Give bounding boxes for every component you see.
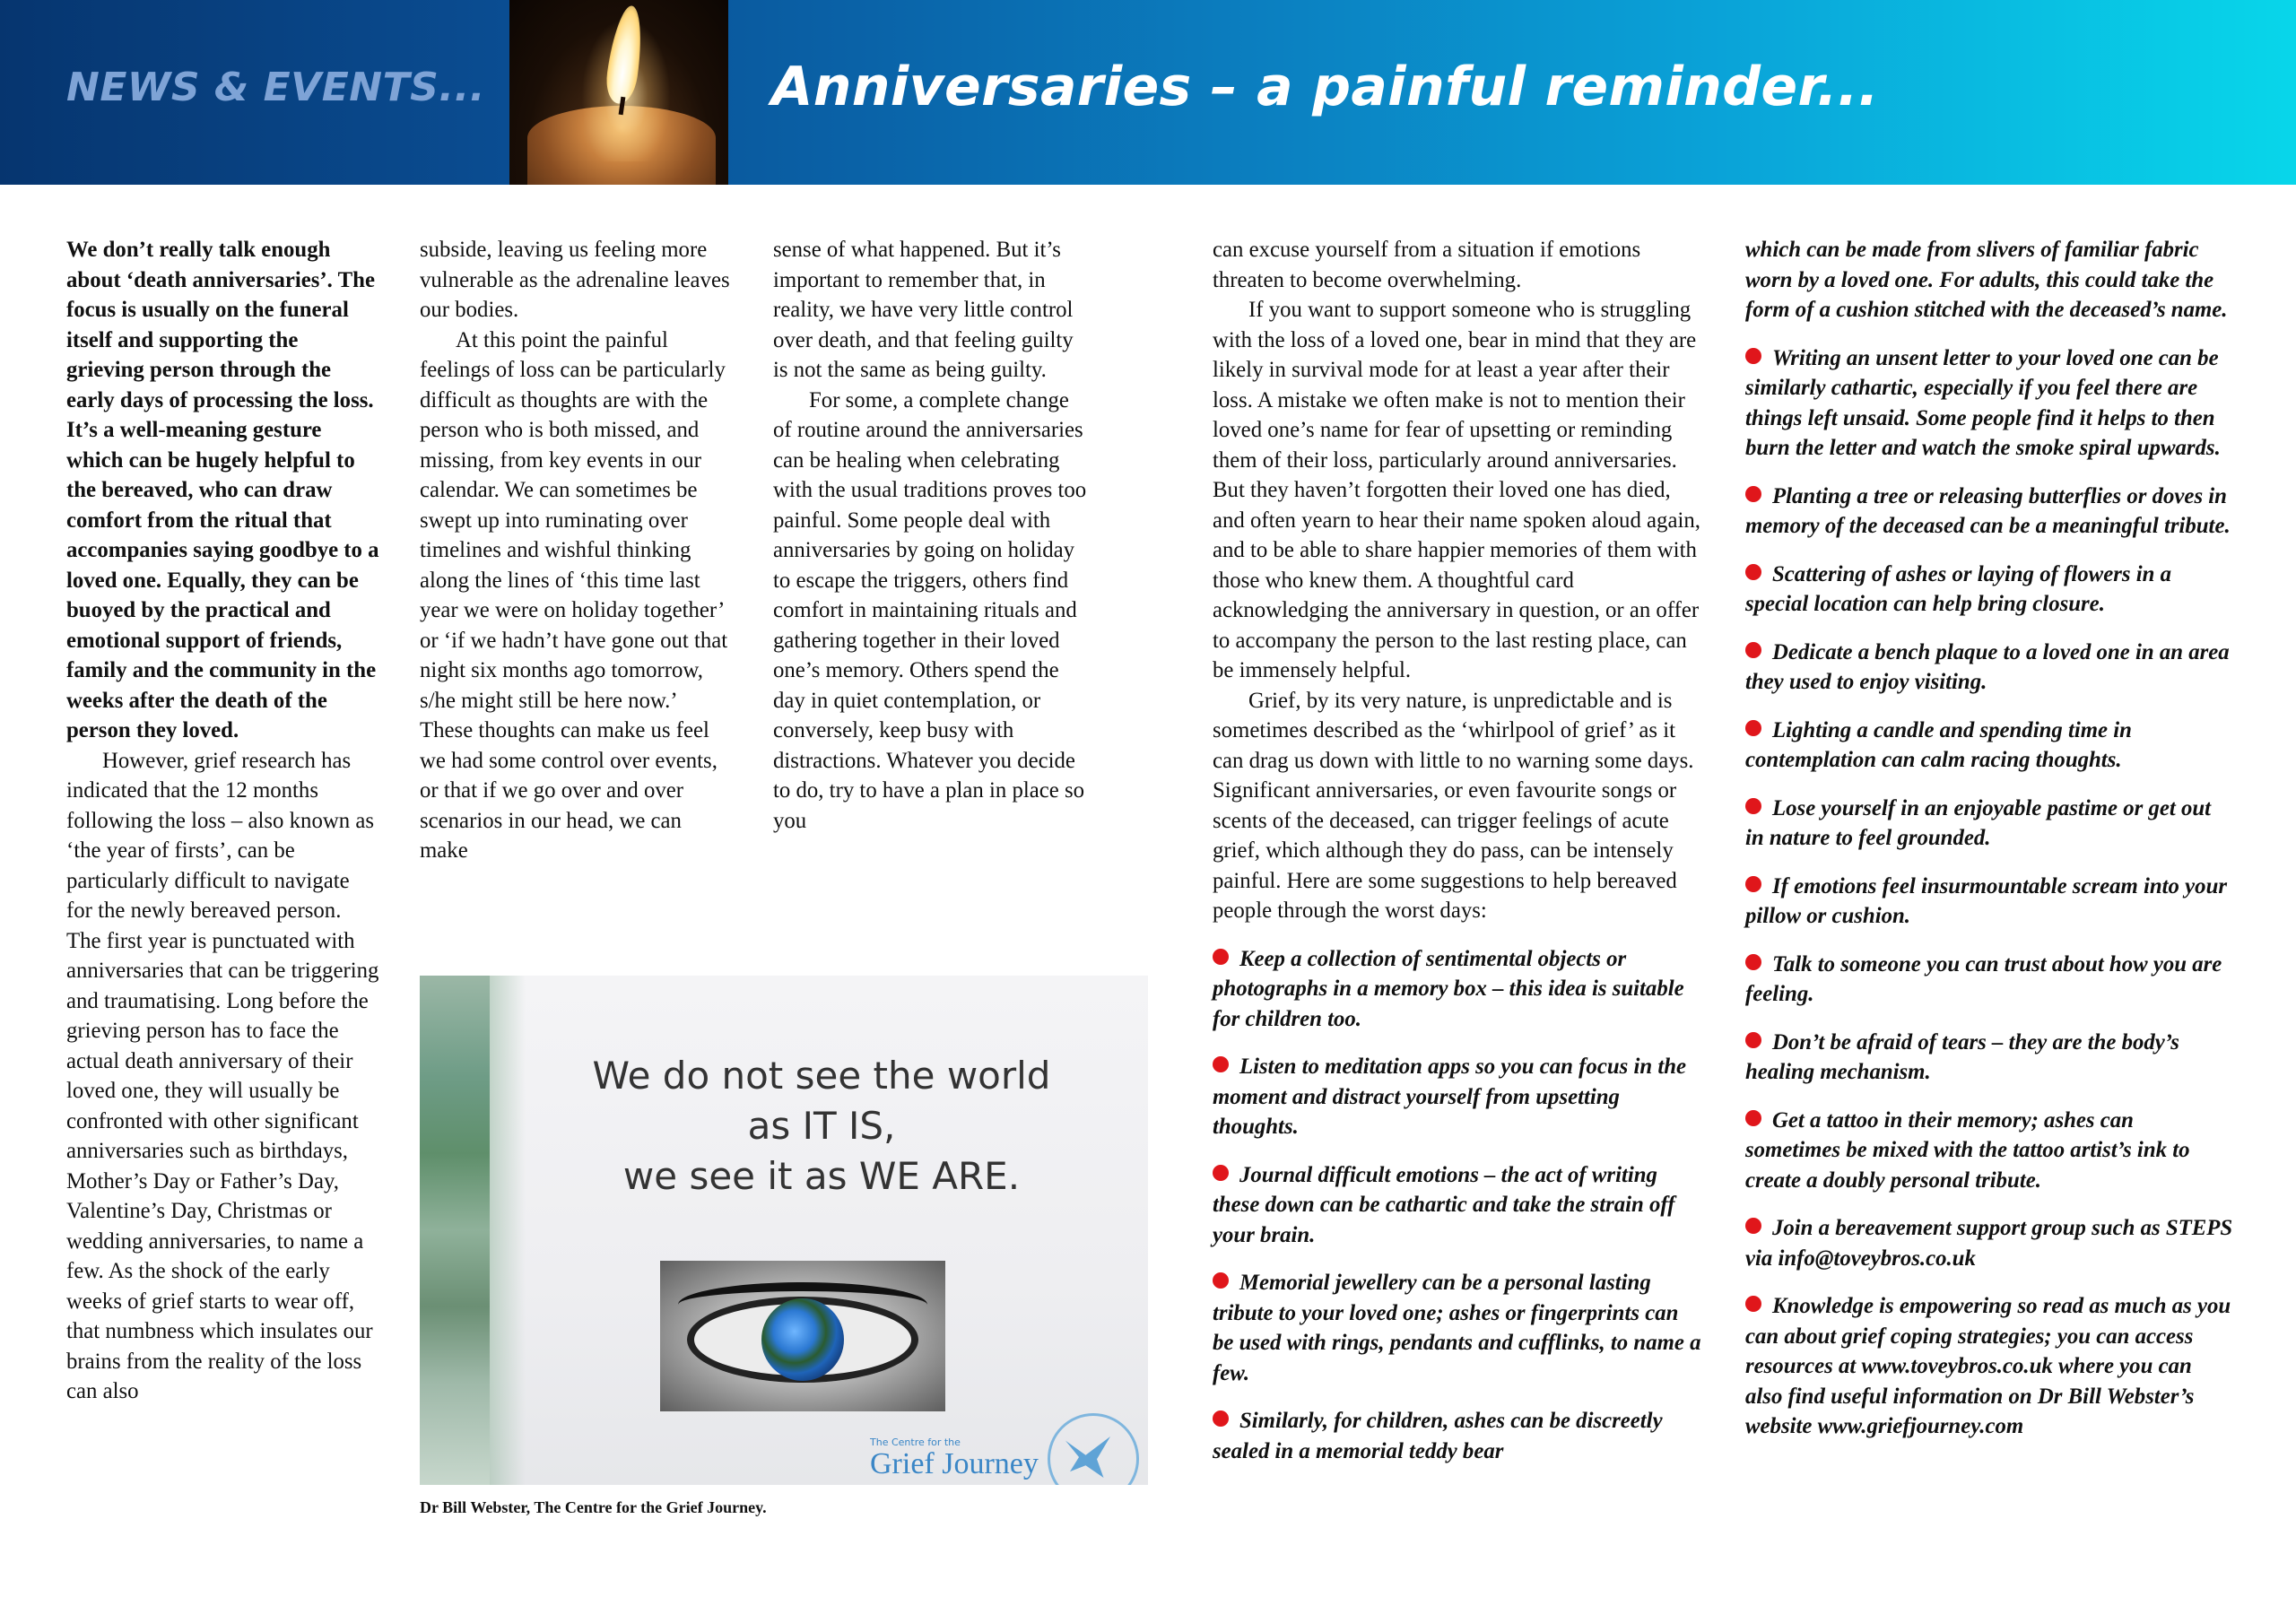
tip-text: Join a bereavement support group such as STEPS via info@toveybros.co.uk xyxy=(1745,1216,2233,1271)
strip-fade xyxy=(490,976,526,1485)
tip-item xyxy=(1745,1291,2234,1442)
bullet-dot-icon xyxy=(1745,1110,1761,1126)
article-paragraph: At this point the painful feelings of loss can be particularly difficult as thoughts are with the person who is both missed, and missing, from key events in our calendar. We can sometimes be swept up into ruminating over timelines and wishful thinking along the lines of ‘this time last year we were on holiday together’ or ‘if we hadn’t have gone out that night six months ago tomorrow, s/he might still be here now.’ These thoughts can make us feel we had some control over events, or that if we go over and over scenarios in our head, we can make xyxy=(420,327,728,863)
bullet-dot-icon xyxy=(1745,1032,1761,1048)
bullet-dot-icon xyxy=(1745,876,1761,892)
bullet-dot-icon xyxy=(1745,1218,1761,1234)
page-title: Anniversaries – a painful reminder... xyxy=(771,56,1879,118)
tip-text: Lose yourself in an enjoyable pastime or get out in nature to feel grounded. xyxy=(1745,795,2212,850)
tip-item xyxy=(1213,1406,1701,1466)
bullet-dot-icon xyxy=(1213,1165,1229,1181)
bullet-dot-icon xyxy=(1213,1272,1229,1289)
article-column-5 xyxy=(1745,235,2234,1460)
tip-item xyxy=(1745,343,2234,464)
image-caption: Dr Bill Webster, The Centre for the Grief Journey. xyxy=(420,1498,767,1516)
article-paragraph: can excuse yourself from a situation if emotions threaten to become overwhelming. xyxy=(1213,238,1641,292)
bullet-dot-icon xyxy=(1213,949,1229,965)
tip-text: Planting a tree or releasing butterflies or doves in memory of the deceased can be a meaningful tribute. xyxy=(1745,483,2231,538)
poster-quote xyxy=(526,1051,1118,1202)
tip-text: Listen to meditation apps so you can focus in the moment and distract yourself from upsetting thoughts. xyxy=(1213,1055,1687,1139)
article-paragraph: However, grief research has indicated that the 12 months following the loss – also known as ‘the year of firsts’, can be particularly difficult to navigate for the newly bereaved person. The first year is punctuated with anniversaries that can be triggering and traumatising. Long before the grieving person has to face the actual death anniversary of their loved one, they will usually be confronted with other significant anniversaries such as birthdays, Mother’s Day or Father’s Day, Valentine’s Day, Christmas or wedding anniversaries, to name a few. As the shock of the early weeks of grief starts to wear off, that numbness which insulates our brains from the reality of the loss can also xyxy=(66,748,379,1403)
bullet-dot-icon xyxy=(1745,720,1761,736)
eyelash xyxy=(678,1282,927,1327)
logo-small-text: The Centre for the xyxy=(870,1436,961,1448)
bullet-dot-icon xyxy=(1213,1410,1229,1427)
article-column-3 xyxy=(773,235,1087,836)
logo-circle-icon xyxy=(1048,1413,1139,1485)
article-paragraph: Grief, by its very nature, is unpredictable and is sometimes described as the ‘whirlpool of grief’ as it can drag us down with little to no warning some days. Significant anniversaries, or even favourite songs or scents of the deceased, can trigger feelings of acute grief, which although they do pass, can be intensely painful. Here are some suggestions to help bereaved people through the worst days: xyxy=(1213,688,1694,923)
tip-item xyxy=(1745,794,2234,854)
article-column-4 xyxy=(1213,235,1701,1484)
bullet-dot-icon xyxy=(1745,798,1761,814)
bullet-dot-icon xyxy=(1745,642,1761,658)
tip-text: Journal difficult emotions – the act of writing these down can be cathartic and take the strain off your brain. xyxy=(1213,1162,1675,1247)
logo-main-text: Grief Journey xyxy=(870,1447,1039,1480)
tip-text: Writing an unsent letter to your loved one can be similarly cathartic, especially if you feel there are things left unsaid. Some people find it helps to then burn the letter and watch the smoke spiral upwards. xyxy=(1745,345,2221,460)
tip-item xyxy=(1213,1052,1701,1142)
tip-item xyxy=(1745,482,2234,542)
article-lead: We don’t really talk enough about ‘death anniversaries’. The focus is usually on the funeral itself and supporting the grieving person through the early days of processing the loss. It’s a well-meaning gesture which can be hugely helpful to the bereaved, who can draw comfort from the ritual that accompanies saying goodbye to a loved one. Equally, they can be buoyed by the practical and emotional support of friends, family and the community in the weeks after the death of the person they loved. xyxy=(66,238,379,742)
tip-text: Get a tattoo in their memory; ashes can sometimes be mixed with the tattoo artist’s ink to create a doubly personal tribute. xyxy=(1745,1107,2190,1193)
article-paragraph: sense of what happened. But it’s important to remember that, in reality, we have very little control over death, and that feeling guilty is not the same as being guilty. xyxy=(773,238,1074,382)
header-banner xyxy=(0,0,2296,185)
poster-photo xyxy=(420,976,1148,1485)
tip-text: Memorial jewellery can be a personal lasting tribute to your loved one; ashes or fingerprints can be used with rings, pendants and cufflinks, to name a few. xyxy=(1213,1271,1701,1385)
tip-text: Scattering of ashes or laying of flowers in a special location can help bring closure. xyxy=(1745,561,2171,616)
tip-text: Don’t be afraid of tears – they are the body’s healing mechanism. xyxy=(1745,1029,2179,1084)
tip-item xyxy=(1745,950,2234,1010)
tip-item xyxy=(1213,944,1701,1035)
quote-line: as IT IS, xyxy=(747,1104,896,1148)
tip-text: Knowledge is empowering so read as much as you can about grief coping strategies; you can access resources at www.toveybros.co.uk where you can also find useful information on Dr Bill Webster’s website www.griefjourney.com xyxy=(1745,1294,2231,1438)
candle-photo xyxy=(509,0,728,185)
tip-item xyxy=(1213,1160,1701,1251)
bullet-dot-icon xyxy=(1745,954,1761,970)
article-paragraph: For some, a complete change of routine around the anniversaries can be healing when celebrating with the usual traditions proves too painful. Some people deal with anniversaries by going on holiday to escape the triggers, others find comfort in maintaining rituals and gathering together in their loved one’s memory. Others spend the day in quiet contemplation, or conversely, keep busy with distractions. Whatever you decide to do, try to have a plan in place so you xyxy=(773,387,1087,833)
eye-earth-image xyxy=(660,1261,945,1411)
tip-item xyxy=(1745,872,2234,932)
tip-item xyxy=(1745,638,2234,698)
tip-text: Similarly, for children, ashes can be discreetly sealed in a memorial teddy bear xyxy=(1213,1409,1663,1463)
bullet-dot-icon xyxy=(1745,348,1761,364)
quote-line: we see it as WE ARE. xyxy=(622,1154,1021,1198)
article-column-1 xyxy=(66,235,380,1407)
article-paragraph: If you want to support someone who is struggling with the loss of a loved one, bear in mind that they are likely in survival mode for at least a year after their loss. A mistake we often make is not to mention their loved one’s name for fear of upsetting or reminding them of their loss, particularly around anniversaries. But they haven’t forgotten their loved one has died, and often yearn to hear their name spoken aloud again, and to be able to share happier memories of them with those who knew them. A thoughtful card acknowledging the anniversary in question, or an offer to accompany the person to the last resting place, can be immensely helpful. xyxy=(1213,298,1700,682)
tip-item xyxy=(1745,1106,2234,1196)
tip-item xyxy=(1745,1213,2234,1273)
tip-item xyxy=(1745,560,2234,620)
section-label: NEWS & EVENTS... xyxy=(66,65,485,110)
tip-text: Lighting a candle and spending time in contemplation can calm racing thoughts. xyxy=(1745,717,2132,772)
tip-text: Dedicate a bench plaque to a loved one in an area they used to enjoy visiting. xyxy=(1745,639,2230,694)
bullet-dot-icon xyxy=(1213,1056,1229,1072)
bullet-dot-icon xyxy=(1745,1296,1761,1312)
article-paragraph: subside, leaving us feeling more vulnerable as the adrenaline leaves our bodies. xyxy=(420,238,730,322)
tip-item xyxy=(1213,1268,1701,1388)
tip-item xyxy=(1745,716,2234,776)
article-column-2 xyxy=(420,235,734,866)
tip-item xyxy=(1745,1028,2234,1088)
bullet-dot-icon xyxy=(1745,486,1761,502)
quote-line: We do not see the world xyxy=(592,1054,1051,1098)
waterfall-strip xyxy=(420,976,490,1485)
tip-continuation: which can be made from slivers of familiar fabric worn by a loved one. For adults, this could take the form of a cushion stitched with the deceased’s name. xyxy=(1745,238,2228,322)
bullet-dot-icon xyxy=(1745,564,1761,580)
tip-text: Talk to someone you can trust about how you are feeling. xyxy=(1745,951,2222,1006)
tip-text: If emotions feel insurmountable scream into your pillow or cushion. xyxy=(1745,873,2228,928)
tip-text: Keep a collection of sentimental objects or photographs in a memory box – this idea is suitable for children too. xyxy=(1213,946,1684,1031)
